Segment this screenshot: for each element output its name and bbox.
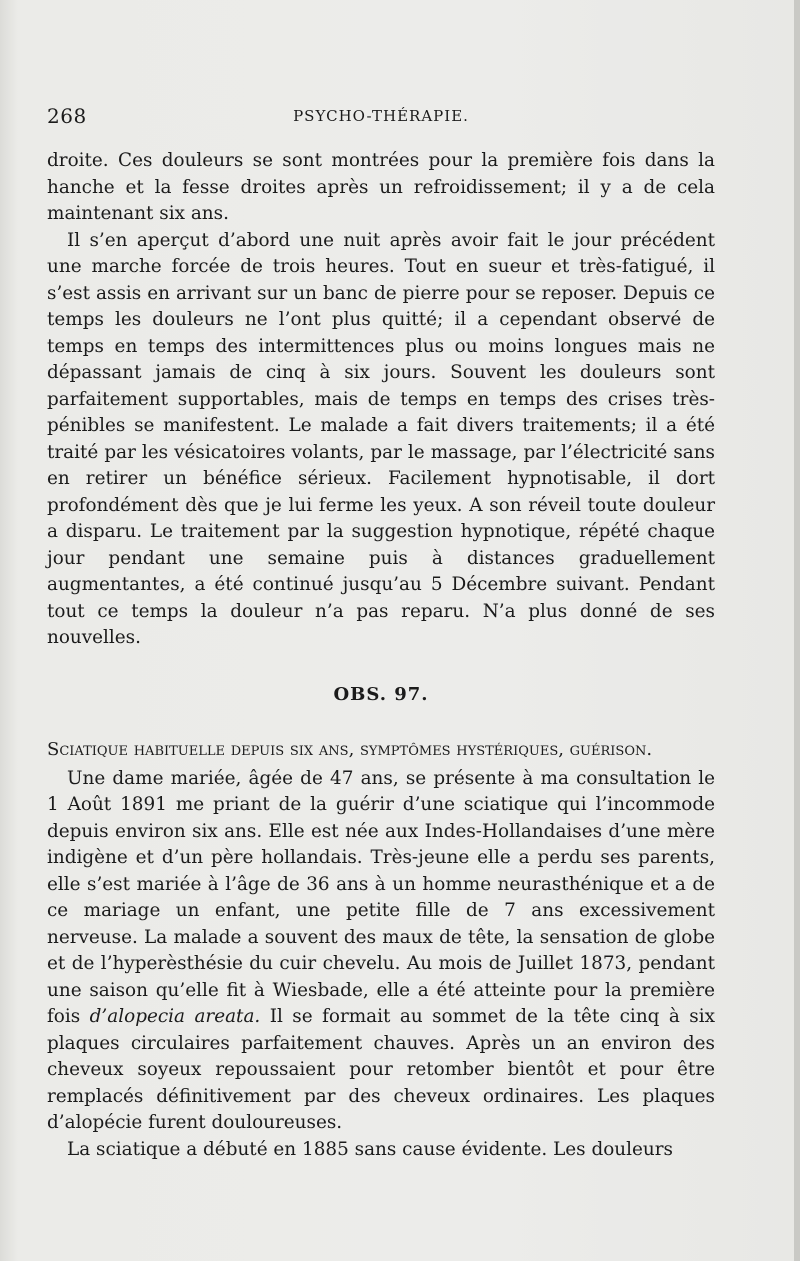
running-title: PSYCHO-THÉRAPIE. [293, 107, 469, 125]
page-edge [794, 0, 800, 1261]
page-body [47, 148, 715, 1163]
observation-title: OBS. 97. [333, 683, 429, 705]
page-header [47, 104, 715, 130]
paragraph-continued: droite. Ces douleurs se sont montrées pour la première fois dans la hanche et la fesse droites après un refroidissement; il y a de cela maintenant six ans. [47, 150, 715, 224]
case-text-italic-term: d’alopecia areata. [89, 1006, 261, 1027]
paragraph-case-description [47, 766, 715, 1137]
paragraph-case-history: Il s’en aperçut d’abord une nuit après avoir fait le jour précédent une marche forcée de trois heures. Tout en sueur et très-fatigué, il s’est assis en arrivant sur un banc de pierre pour se reposer. Depuis ce temps les douleurs ne l’ont plus quitté; il a cependant observé de temps en temps des intermittences plus ou moins longues mais ne dépassant jamais de cinq à six jours. Souvent les douleurs sont parfaitement supportables, mais de temps en temps des crises très-pénibles se manifestent. Le malade a fait divers traitements; il a été traité par les vésicatoires volants, par le massage, par l’électricité sans en retirer un bénéfice sérieux. Facilement hypnotisable, il dort profondément dès que je lui ferme les yeux. A son réveil toute douleur a disparu. Le traitement par la suggestion hypnotique, répété chaque jour pendant une semaine puis à distances graduellement augmentantes, a été continué jusqu’au 5 Décembre suivant. Pendant tout ce temps la douleur n’a pas reparu. N’a plus donné de ses nouvelles. [47, 229, 715, 648]
case-heading: Sciatique habituelle depuis six ans, symptômes hystériques, guérison. [47, 738, 653, 760]
case-text-part1: Une dame mariée, âgée de 47 ans, se présente à ma consultation le 1 Août 1891 me priant de la guérir d’une sciatique qui l’incommode depuis environ six ans. Elle est née aux Indes-Hollandaises d’une mère indigène et d’un père hollandais. Très-jeune elle a perdu ses parents, elle s’est mariée à l’âge de 36 ans à un homme neurasthénique et a de ce mariage un enfant, une petite fille de 7 ans excessivement nerveuse. La malade a souvent des maux de tête, la sensation de globe et de l’hyperèsthésie du cuir chevelu. Au mois de Juillet 1873, pendant une saison qu’elle fit à Wiesbade, elle a été atteinte pour la première fois [47, 767, 715, 1027]
paragraph-sciatica-onset: La sciatique a débuté en 1885 sans cause évidente. Les douleurs [67, 1138, 673, 1160]
case-text-part2: Il se formait au sommet de la tête cinq à six plaques circulaires parfaitement chauves. Après un an environ des cheveux soyeux repoussaient pour retomber bientôt et pour être remplacés définitivement par des cheveux ordinaires. Les plaques d’alopécie furent douloureuses. [47, 1006, 715, 1133]
page-number: 268 [47, 104, 87, 128]
